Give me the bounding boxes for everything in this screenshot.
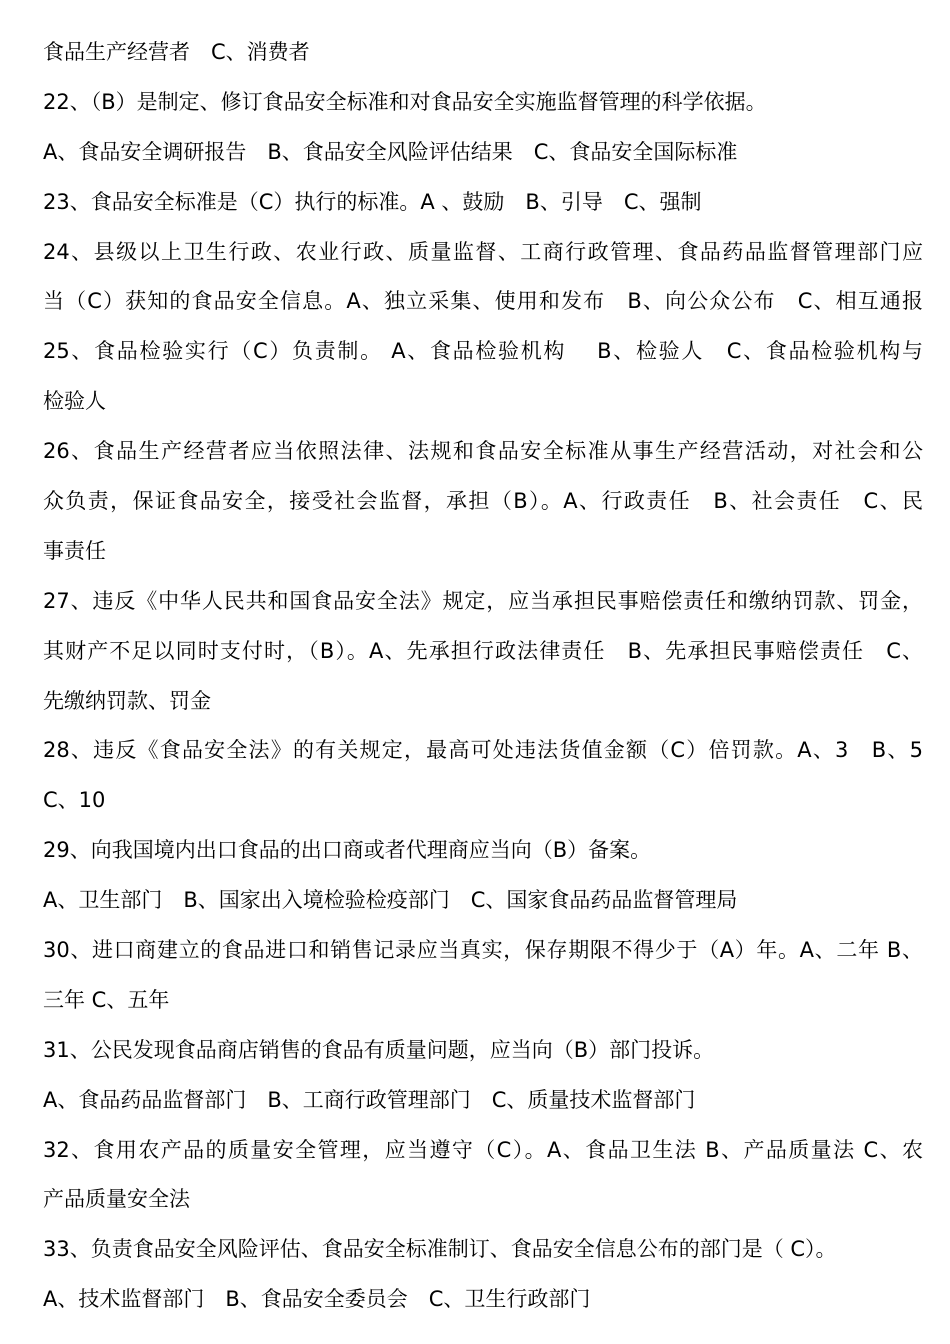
question-27-end: 先缴纳罚款、罚金 bbox=[43, 688, 211, 713]
question-28-cont: C、10 bbox=[43, 788, 106, 813]
question-32-cont: 产品质量安全法 bbox=[43, 1187, 190, 1212]
question-31: 31、公民发现食品商店销售的食品有质量问题，应当向（B）部门投诉。 bbox=[43, 1037, 715, 1062]
question-31-options: A、食品药品监督部门 B、工商行政管理部门 C、质量技术监督部门 bbox=[43, 1087, 696, 1112]
question-26-end: 事责任 bbox=[43, 538, 106, 563]
question-25: 25、食品检验实行（C）负责制。 A、食品检验机构 B、检验人 C、食品检验机构与 bbox=[43, 339, 923, 364]
question-30: 30、进口商建立的食品进口和销售记录应当真实，保存期限不得少于（A）年。A、二年 B、 bbox=[43, 938, 923, 963]
question-24-cont: 当（C）获知的食品安全信息。A、独立采集、使用和发布 B、向公众公布 C、相互通报 bbox=[43, 289, 923, 314]
question-25-cont: 检验人 bbox=[43, 389, 106, 414]
question-27-cont: 其财产不足以同时支付时，（B）。A、先承担行政法律责任 B、先承担民事赔偿责任 C、 bbox=[43, 638, 923, 663]
question-22-options: A、食品安全调研报告 B、食品安全风险评估结果 C、食品安全国际标准 bbox=[43, 139, 738, 164]
question-29: 29、向我国境内出口食品的出口商或者代理商应当向（B）备案。 bbox=[43, 838, 652, 863]
question-26-cont: 众负责，保证食品安全，接受社会监督，承担（B）。A、行政责任 B、社会责任 C、民 bbox=[43, 489, 923, 514]
question-33: 33、负责食品安全风险评估、食品安全标准制订、食品安全信息公布的部门是（ C）。 bbox=[43, 1237, 837, 1262]
question-28: 28、违反《食品安全法》的有关规定，最高可处违法货值金额（C）倍罚款。A、3 B、5 bbox=[43, 738, 923, 763]
question-33-options: A、技术监督部门 B、食品安全委员会 C、卫生行政部门 bbox=[43, 1287, 591, 1312]
text-line-1: 食品生产经营者 C、消费者 bbox=[43, 40, 310, 64]
question-22: 22、（B）是制定、修订食品安全标准和对食品安全实施监督管理的科学依据。 bbox=[43, 89, 767, 114]
question-27: 27、违反《中华人民共和国食品安全法》规定，应当承担民事赔偿责任和缴纳罚款、罚金， bbox=[43, 588, 923, 613]
question-29-options: A、卫生部门 B、国家出入境检验检疫部门 C、国家食品药品监督管理局 bbox=[43, 888, 738, 913]
question-32: 32、食用农产品的质量安全管理，应当遵守（C）。A、食品卫生法 B、产品质量法 C、农 bbox=[43, 1137, 923, 1162]
question-24: 24、县级以上卫生行政、农业行政、质量监督、工商行政管理、食品药品监督管理部门应 bbox=[43, 239, 923, 264]
question-23: 23、食品安全标准是（C）执行的标准。A 、鼓励 B、引导 C、强制 bbox=[43, 189, 702, 214]
document-page bbox=[43, 28, 923, 1325]
question-26: 26、食品生产经营者应当依照法律、法规和食品安全标准从事生产经营活动，对社会和公 bbox=[43, 439, 923, 464]
question-30-cont: 三年 C、五年 bbox=[43, 987, 170, 1012]
